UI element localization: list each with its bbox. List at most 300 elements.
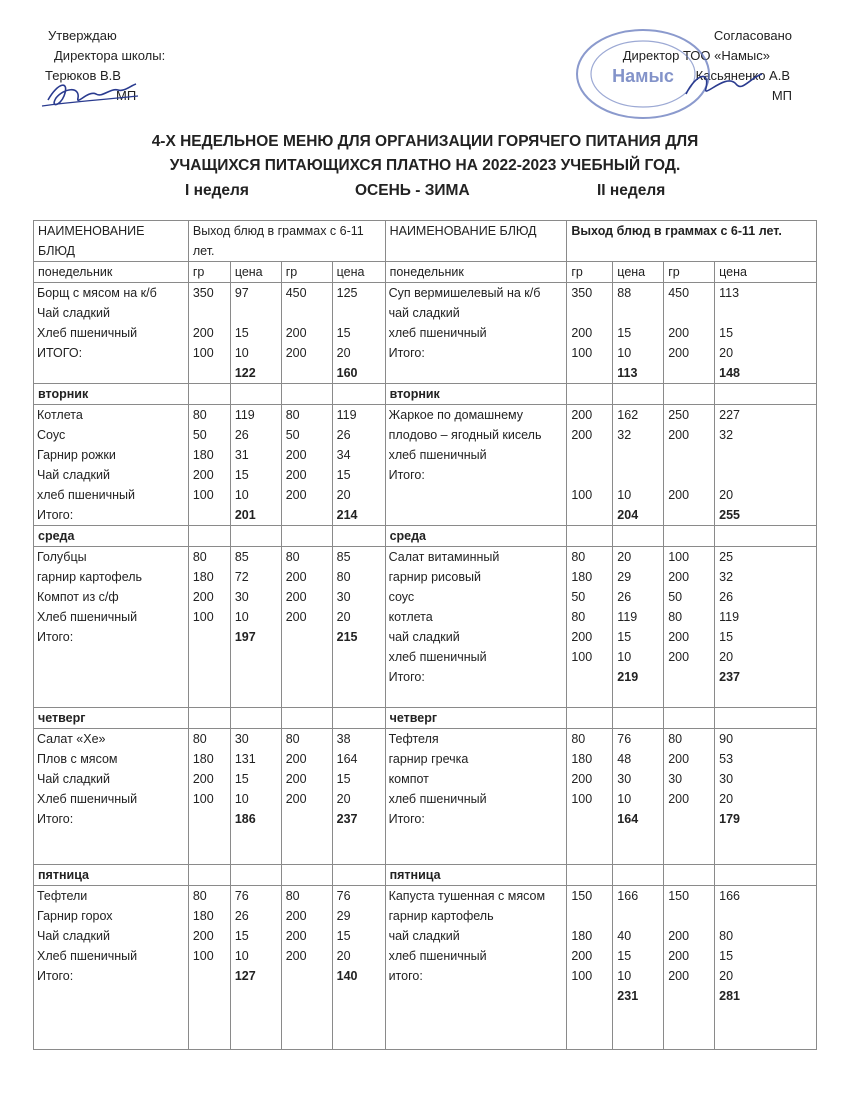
cell-value: 20 bbox=[336, 949, 351, 963]
agree-mp: МП bbox=[771, 88, 792, 103]
stamp-text: Намыс bbox=[612, 66, 674, 86]
cell-value: 20 bbox=[719, 792, 734, 806]
day-header-row bbox=[34, 526, 817, 547]
cell-value: 200 bbox=[668, 949, 690, 963]
dish-name: чай сладкий bbox=[388, 630, 460, 644]
cell-value: 119 bbox=[234, 408, 255, 422]
dish-name: котлета bbox=[388, 610, 433, 624]
dish-name: хлеб пшеничный bbox=[37, 488, 136, 502]
total-price: 281 bbox=[719, 989, 740, 1003]
cell-value: 85 bbox=[336, 550, 351, 564]
dish-name: Голубцы bbox=[37, 550, 87, 564]
cell-value: 166 bbox=[719, 889, 740, 903]
dish-name: хлеб пшеничный bbox=[388, 448, 487, 462]
cell-value: 200 bbox=[192, 772, 214, 786]
cell-value: 26 bbox=[336, 428, 351, 442]
price-list bbox=[332, 283, 385, 384]
director-signature bbox=[40, 78, 140, 112]
table-row bbox=[34, 729, 817, 865]
dish-name: Соус bbox=[37, 428, 66, 442]
dish-list bbox=[34, 547, 189, 708]
cell-value: 15 bbox=[617, 326, 632, 340]
cell-value: 88 bbox=[617, 286, 632, 300]
subheader-row bbox=[34, 262, 817, 283]
col-price: цена bbox=[230, 262, 281, 283]
cell-value: 100 bbox=[192, 610, 214, 624]
gram-list bbox=[664, 729, 715, 865]
cell-value: 15 bbox=[719, 630, 734, 644]
price-list bbox=[715, 405, 817, 526]
cell-value bbox=[719, 906, 812, 926]
price-list bbox=[332, 886, 385, 1050]
dish-name: Итого: bbox=[388, 468, 425, 482]
cell-value bbox=[719, 465, 812, 485]
cell-value: 80 bbox=[285, 550, 300, 564]
cell-value: 200 bbox=[571, 630, 593, 644]
cell-value: 30 bbox=[234, 590, 249, 604]
gram-list bbox=[188, 729, 230, 865]
cell-value: 450 bbox=[668, 286, 690, 300]
cell-value: 15 bbox=[617, 949, 632, 963]
dish-list bbox=[385, 405, 567, 526]
total-price: 237 bbox=[336, 812, 358, 826]
dish-name: Итого: bbox=[37, 508, 74, 522]
dish-name: Салат витаминный bbox=[388, 550, 500, 564]
cell-value: 15 bbox=[336, 772, 351, 786]
col-gr: гр bbox=[281, 262, 332, 283]
total-price: 255 bbox=[719, 508, 740, 522]
gram-list bbox=[281, 729, 332, 865]
dish-name: Плов с мясом bbox=[37, 752, 118, 766]
gram-list bbox=[188, 405, 230, 526]
cell-value: 85 bbox=[234, 550, 249, 564]
cell-value: 80 bbox=[336, 570, 351, 584]
gram-list bbox=[567, 886, 613, 1050]
cell-value: 30 bbox=[617, 772, 632, 786]
table-row bbox=[34, 283, 817, 384]
cell-value: 80 bbox=[192, 732, 207, 746]
dish-name: Итого: bbox=[37, 812, 74, 826]
dish-name: ИТОГО: bbox=[37, 346, 83, 360]
total-price: 231 bbox=[617, 989, 639, 1003]
gram-list bbox=[567, 283, 613, 384]
cell-value: 20 bbox=[617, 550, 632, 564]
cell-value: 200 bbox=[285, 448, 307, 462]
cell-value: 76 bbox=[617, 732, 632, 746]
cell-value bbox=[719, 303, 812, 323]
agree-label: Согласовано bbox=[713, 28, 792, 43]
cell-value: 20 bbox=[719, 969, 734, 983]
dish-list bbox=[34, 729, 189, 865]
gram-list bbox=[567, 405, 613, 526]
day-label: вторник bbox=[385, 384, 567, 405]
dish-list bbox=[385, 283, 567, 384]
price-list bbox=[715, 729, 817, 865]
cell-value: 38 bbox=[336, 732, 351, 746]
dish-name: Хлеб пшеничный bbox=[37, 326, 138, 340]
cell-value: 200 bbox=[571, 428, 593, 442]
cell-value: 119 bbox=[336, 408, 357, 422]
cell-value: 164 bbox=[336, 752, 358, 766]
cell-value: 20 bbox=[336, 792, 351, 806]
dish-list bbox=[34, 886, 189, 1050]
dish-list bbox=[385, 729, 567, 865]
cell-value: 15 bbox=[234, 326, 249, 340]
total-price: 214 bbox=[336, 508, 358, 522]
dish-name: Салат «Хе» bbox=[37, 732, 106, 746]
col-price: цена bbox=[613, 262, 664, 283]
dish-name: Чай сладкий bbox=[37, 929, 110, 943]
cell-value: 200 bbox=[192, 590, 214, 604]
cell-value: 30 bbox=[234, 732, 249, 746]
cell-value bbox=[617, 906, 659, 926]
day-label: четверг bbox=[385, 708, 567, 729]
dish-name: гарнир рисовый bbox=[388, 570, 481, 584]
cell-value: 200 bbox=[192, 468, 214, 482]
cell-value: 80 bbox=[192, 889, 207, 903]
cell-value: 25 bbox=[719, 550, 734, 564]
cell-value: 200 bbox=[285, 752, 307, 766]
cell-value: 200 bbox=[285, 488, 307, 502]
cell-value bbox=[668, 465, 710, 485]
table-row bbox=[34, 547, 817, 708]
cell-value: 10 bbox=[617, 650, 632, 664]
title-line-1: 4-Х НЕДЕЛЬНОЕ МЕНЮ ДЛЯ ОРГАНИЗАЦИИ ГОРЯЧЕГО ПИТАНИЯ ДЛЯ bbox=[151, 133, 699, 150]
cell-value: 180 bbox=[192, 570, 214, 584]
total-price: 219 bbox=[617, 670, 639, 684]
day-label: пятница bbox=[34, 865, 189, 886]
cell-value bbox=[571, 906, 608, 926]
dish-name: Чай сладкий bbox=[37, 772, 110, 786]
cell-value: 20 bbox=[336, 488, 351, 502]
total-price: 197 bbox=[234, 630, 256, 644]
header-name-cell-2: НАИМЕНОВАНИЕ БЛЮД bbox=[385, 221, 567, 262]
cell-value bbox=[337, 303, 381, 323]
approve-person: Терюков В.В bbox=[45, 68, 121, 83]
dish-list bbox=[34, 405, 189, 526]
cell-value: 10 bbox=[617, 346, 632, 360]
cell-value: 450 bbox=[285, 286, 307, 300]
cell-value: 100 bbox=[571, 346, 593, 360]
price-list bbox=[613, 405, 664, 526]
dish-list bbox=[385, 886, 567, 1050]
cell-value: 29 bbox=[336, 909, 351, 923]
total-price: 140 bbox=[336, 969, 358, 983]
day-label: вторник bbox=[34, 384, 189, 405]
dish-name: хлеб пшеничный bbox=[388, 650, 487, 664]
dish-name: Компот из с/ф bbox=[37, 590, 119, 604]
day-label: среда bbox=[34, 526, 189, 547]
dish-name: чай сладкий bbox=[388, 929, 460, 943]
dish-name: Итого: bbox=[388, 346, 425, 360]
cell-value: 200 bbox=[285, 909, 307, 923]
cell-value: 50 bbox=[192, 428, 207, 442]
cell-value: 119 bbox=[719, 610, 740, 624]
cell-value: 180 bbox=[192, 448, 214, 462]
cell-value: 200 bbox=[571, 772, 593, 786]
cell-value: 32 bbox=[719, 570, 734, 584]
cell-value: 100 bbox=[192, 488, 214, 502]
dish-name: Тефтеля bbox=[388, 732, 439, 746]
dish-name: Суп вермишелевый на к/б bbox=[388, 286, 541, 300]
cell-value: 113 bbox=[719, 286, 740, 300]
dish-name: Тефтели bbox=[37, 889, 88, 903]
cell-value: 200 bbox=[668, 488, 690, 502]
dish-name: Итого: bbox=[37, 969, 74, 983]
cell-value: 200 bbox=[285, 468, 307, 482]
cell-value bbox=[617, 465, 659, 485]
approve-mp: МП bbox=[116, 88, 137, 103]
dish-name: плодово – ягодный кисель bbox=[388, 428, 542, 442]
cell-value: 100 bbox=[571, 969, 593, 983]
total-price: 148 bbox=[719, 366, 740, 380]
gram-list bbox=[188, 886, 230, 1050]
cell-value: 97 bbox=[234, 286, 249, 300]
cell-value: 80 bbox=[668, 732, 683, 746]
cell-value: 200 bbox=[285, 610, 307, 624]
cell-value: 90 bbox=[719, 732, 734, 746]
col-gr: гр bbox=[567, 262, 613, 283]
cell-value bbox=[235, 303, 277, 323]
cell-value: 50 bbox=[285, 428, 300, 442]
dish-name: Итого: bbox=[388, 670, 425, 684]
dish-name: гарнир картофель bbox=[388, 909, 494, 923]
price-list bbox=[715, 547, 817, 708]
price-list bbox=[332, 729, 385, 865]
cell-value: 80 bbox=[285, 732, 300, 746]
dish-name: Хлеб пшеничный bbox=[37, 949, 138, 963]
menu-table bbox=[33, 220, 817, 1050]
dish-name: хлеб пшеничный bbox=[388, 949, 487, 963]
gram-list bbox=[281, 886, 332, 1050]
total-price: 215 bbox=[336, 630, 358, 644]
total-price: 201 bbox=[234, 508, 256, 522]
header-output-cell: Выход блюд в граммах с 6-11 лет. bbox=[188, 221, 385, 262]
cell-value bbox=[719, 445, 812, 465]
dish-name: хлеб пшеничный bbox=[388, 792, 487, 806]
price-list bbox=[230, 405, 281, 526]
dish-name: Хлеб пшеничный bbox=[37, 792, 138, 806]
cell-value: 76 bbox=[336, 889, 351, 903]
dish-name: Хлеб пшеничный bbox=[37, 610, 138, 624]
gram-list bbox=[281, 283, 332, 384]
cell-value: 72 bbox=[234, 570, 249, 584]
cell-value: 10 bbox=[617, 969, 632, 983]
cell-value: 100 bbox=[571, 650, 593, 664]
price-list bbox=[332, 547, 385, 708]
cell-value: 200 bbox=[668, 326, 690, 340]
dish-name: Итого: bbox=[37, 630, 74, 644]
cell-value: 15 bbox=[617, 630, 632, 644]
gram-list bbox=[664, 283, 715, 384]
cell-value bbox=[617, 303, 659, 323]
cell-value: 32 bbox=[617, 428, 632, 442]
dish-name: Котлета bbox=[37, 408, 83, 422]
cell-value: 100 bbox=[571, 792, 593, 806]
price-list bbox=[715, 283, 817, 384]
cell-value: 200 bbox=[285, 326, 307, 340]
cell-value: 26 bbox=[234, 428, 249, 442]
total-price: 237 bbox=[719, 670, 740, 684]
cell-value: 150 bbox=[571, 889, 593, 903]
cell-value: 180 bbox=[192, 752, 214, 766]
col-price: цена bbox=[332, 262, 385, 283]
cell-value: 80 bbox=[719, 929, 734, 943]
price-list bbox=[715, 886, 817, 1050]
cell-value: 100 bbox=[192, 346, 214, 360]
cell-value: 180 bbox=[571, 752, 593, 766]
header-output-cell-2: Выход блюд в граммах с 6-11 лет. bbox=[567, 221, 817, 262]
cell-value: 26 bbox=[617, 590, 632, 604]
cell-value: 180 bbox=[192, 909, 214, 923]
cell-value: 227 bbox=[719, 408, 740, 422]
cell-value: 20 bbox=[719, 650, 734, 664]
price-list bbox=[230, 283, 281, 384]
price-list bbox=[332, 405, 385, 526]
cell-value: 166 bbox=[617, 889, 639, 903]
cell-value: 119 bbox=[617, 610, 638, 624]
cell-value: 100 bbox=[192, 792, 214, 806]
cell-value: 20 bbox=[336, 610, 351, 624]
cell-value: 200 bbox=[668, 650, 690, 664]
day-label: понедельник bbox=[34, 262, 189, 283]
week-2-label: II неделя bbox=[597, 182, 666, 199]
season-label: ОСЕНЬ - ЗИМА bbox=[355, 182, 470, 199]
cell-value: 80 bbox=[571, 732, 586, 746]
cell-value bbox=[571, 445, 608, 465]
header-name-cell: НАИМЕНОВАНИЕ БЛЮД bbox=[34, 221, 189, 262]
dish-list bbox=[34, 283, 189, 384]
cell-value: 200 bbox=[668, 752, 690, 766]
total-price: 160 bbox=[336, 366, 358, 380]
price-list bbox=[613, 547, 664, 708]
cell-value: 200 bbox=[668, 792, 690, 806]
gram-list bbox=[188, 547, 230, 708]
cell-value: 10 bbox=[234, 488, 249, 502]
dish-name: Чай сладкий bbox=[37, 468, 110, 482]
price-list bbox=[613, 729, 664, 865]
gram-list bbox=[188, 283, 230, 384]
cell-value: 30 bbox=[719, 772, 734, 786]
dish-name: чай сладкий bbox=[388, 306, 460, 320]
cell-value: 80 bbox=[192, 408, 207, 422]
dish-name: Борщ с мясом на к/б bbox=[37, 286, 157, 300]
week-1-label: I неделя bbox=[185, 182, 249, 199]
cell-value: 20 bbox=[719, 346, 734, 360]
cell-value: 200 bbox=[285, 792, 307, 806]
cell-value bbox=[668, 906, 710, 926]
price-list bbox=[230, 729, 281, 865]
total-price: 179 bbox=[719, 812, 740, 826]
cell-value: 50 bbox=[668, 590, 683, 604]
cell-value: 200 bbox=[571, 326, 593, 340]
day-header-row bbox=[34, 865, 817, 886]
cell-value: 162 bbox=[617, 408, 639, 422]
page-title bbox=[0, 130, 850, 178]
cell-value: 200 bbox=[192, 929, 214, 943]
total-price: 204 bbox=[617, 508, 639, 522]
cell-value: 80 bbox=[192, 550, 207, 564]
gram-list bbox=[567, 729, 613, 865]
day-label: понедельник bbox=[385, 262, 567, 283]
gram-list bbox=[281, 405, 332, 526]
cell-value: 200 bbox=[668, 969, 690, 983]
cell-value: 150 bbox=[668, 889, 690, 903]
total-price: 164 bbox=[617, 812, 639, 826]
total-price: 113 bbox=[617, 366, 638, 380]
cell-value bbox=[617, 445, 659, 465]
title-line-2: УЧАЩИХСЯ ПИТАЮЩИХСЯ ПЛАТНО НА 2022-2023 УЧЕБНЫЙ ГОД. bbox=[169, 157, 681, 174]
dish-name: соус bbox=[388, 590, 415, 604]
cell-value: 10 bbox=[617, 488, 632, 502]
dish-name: Жаркое по домашнему bbox=[388, 408, 524, 422]
cell-value: 200 bbox=[571, 949, 593, 963]
cell-value: 76 bbox=[234, 889, 249, 903]
dish-name: Итого: bbox=[388, 812, 425, 826]
cell-value: 80 bbox=[668, 610, 683, 624]
dish-name: гарнир картофель bbox=[37, 570, 143, 584]
gram-list bbox=[281, 547, 332, 708]
cell-value: 200 bbox=[285, 346, 307, 360]
agree-person: Касьяненко А.В bbox=[695, 68, 790, 83]
cell-value: 80 bbox=[571, 610, 586, 624]
cell-value: 100 bbox=[192, 949, 214, 963]
cell-value: 15 bbox=[234, 468, 249, 482]
cell-value: 15 bbox=[336, 326, 351, 340]
cell-value: 100 bbox=[668, 550, 690, 564]
cell-value: 15 bbox=[336, 929, 351, 943]
cell-value: 80 bbox=[285, 408, 300, 422]
cell-value: 350 bbox=[571, 286, 593, 300]
cell-value: 10 bbox=[234, 792, 249, 806]
cell-value: 15 bbox=[336, 468, 351, 482]
cell-value bbox=[193, 303, 226, 323]
cell-value: 200 bbox=[571, 408, 593, 422]
cell-value: 40 bbox=[617, 929, 632, 943]
cell-value bbox=[571, 465, 608, 485]
dish-name: хлеб пшеничный bbox=[388, 326, 487, 340]
cell-value: 50 bbox=[571, 590, 586, 604]
cell-value: 15 bbox=[234, 929, 249, 943]
gram-list bbox=[567, 547, 613, 708]
approve-position: Директора школы: bbox=[54, 48, 166, 63]
dish-name: гарнир гречка bbox=[388, 752, 469, 766]
cell-value: 200 bbox=[668, 570, 690, 584]
day-label: среда bbox=[385, 526, 567, 547]
cell-value bbox=[668, 445, 710, 465]
cell-value: 32 bbox=[719, 428, 734, 442]
cell-value: 31 bbox=[234, 448, 249, 462]
table-header bbox=[34, 221, 817, 262]
cell-value: 10 bbox=[617, 792, 632, 806]
cell-value: 200 bbox=[668, 630, 690, 644]
day-header-row bbox=[34, 384, 817, 405]
gram-list bbox=[664, 547, 715, 708]
day-header-row bbox=[34, 708, 817, 729]
gram-list bbox=[664, 405, 715, 526]
cell-value: 200 bbox=[668, 346, 690, 360]
cell-value: 26 bbox=[719, 590, 734, 604]
cell-value: 200 bbox=[668, 929, 690, 943]
cell-value: 80 bbox=[571, 550, 586, 564]
cell-value: 34 bbox=[336, 448, 351, 462]
cell-value bbox=[571, 303, 608, 323]
cell-value: 180 bbox=[571, 929, 593, 943]
cell-value: 15 bbox=[234, 772, 249, 786]
dish-name: Чай сладкий bbox=[37, 306, 110, 320]
gram-list bbox=[664, 886, 715, 1050]
dish-name: итого: bbox=[388, 969, 423, 983]
